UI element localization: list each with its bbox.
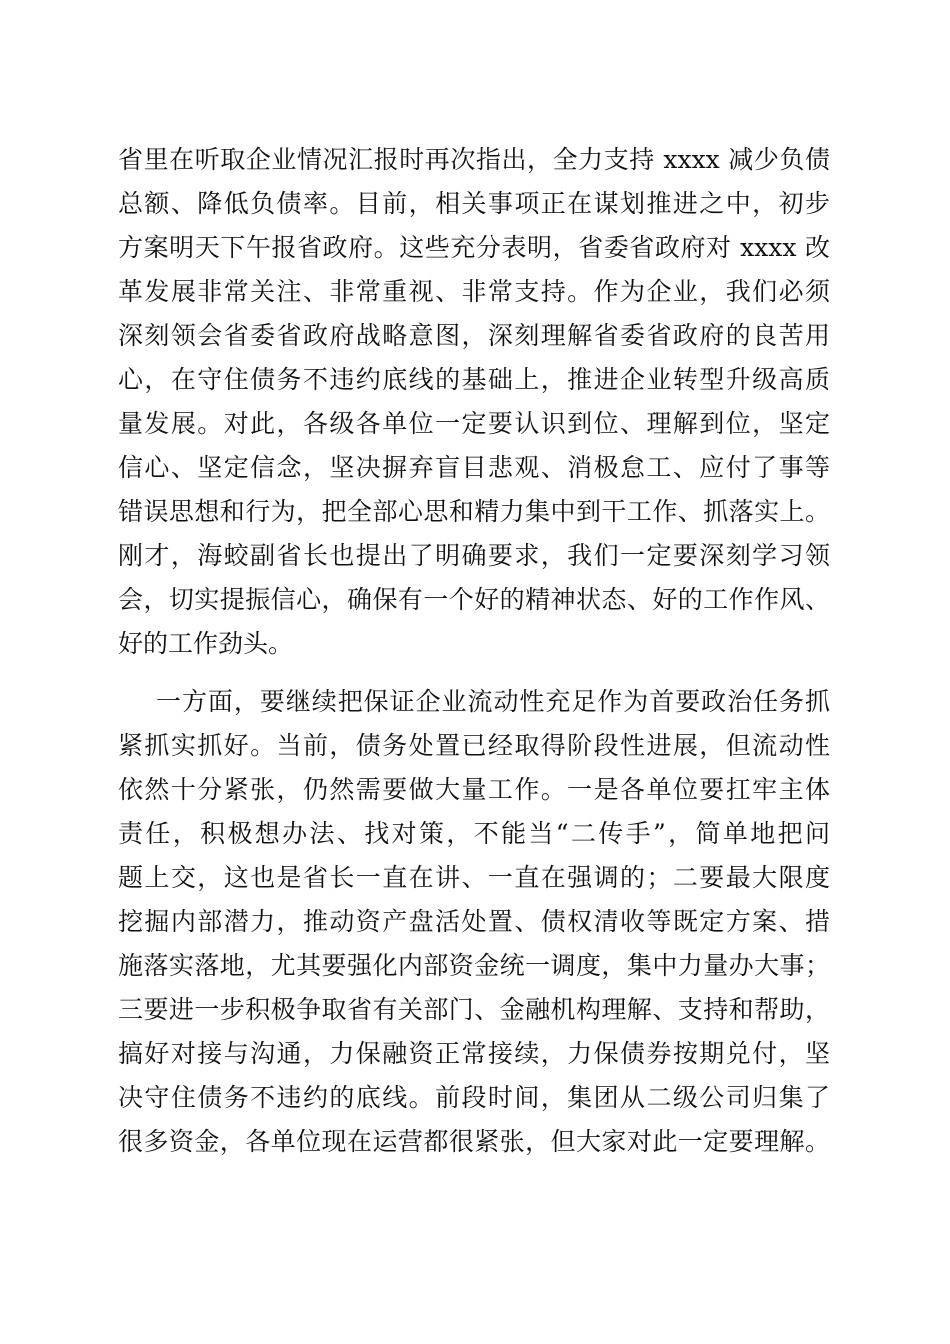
text-line: 好的工作劲头。 bbox=[118, 629, 294, 658]
text-line: 题上交，这也是省长一直在讲、一直在强调的；二要最大限度 bbox=[118, 863, 830, 892]
text-line: 方案明天下午报省政府。这些充分表明，省委省政府对 xxxx 改 bbox=[118, 233, 830, 262]
text-line: 很多资金，各单位现在运营都很紧张，但大家对此一定要理解。 bbox=[118, 1127, 830, 1156]
text-line: 搞好对接与沟通，力保融资正常接续，力保债券按期兑付，坚 bbox=[118, 1039, 830, 1068]
text-line: 总额、降低负债率。目前，相关事项正在谋划推进之中，初步 bbox=[118, 189, 830, 218]
text-line: 紧抓实抓好。当前，债务处置已经取得阶段性进展，但流动性 bbox=[118, 731, 830, 760]
text-line: 会，切实提振信心，确保有一个好的精神状态、好的工作作风、 bbox=[118, 585, 830, 614]
text-line: 一方面，要继续把保证企业流动性充足作为首要政治任务抓 bbox=[156, 687, 830, 716]
text-line: 决守住债务不违约的底线。前段时间，集团从二级公司归集了 bbox=[118, 1083, 830, 1112]
text-line: 依然十分紧张，仍然需要做大量工作。一是各单位要扛牢主体 bbox=[118, 775, 830, 804]
text-line: 革发展非常关注、非常重视、非常支持。作为企业，我们必须 bbox=[118, 277, 830, 306]
text-line: 挖掘内部潜力，推动资产盘活处置、债权清收等既定方案、措 bbox=[118, 907, 830, 936]
text-line: 刚才，海蛟副省长也提出了明确要求，我们一定要深刻学习领 bbox=[118, 541, 830, 570]
text-line: 三要进一步积极争取省有关部门、金融机构理解、支持和帮助， bbox=[118, 995, 830, 1024]
text-line: 施落实落地，尤其要强化内部资金统一调度，集中力量办大事； bbox=[118, 951, 830, 980]
text-line: 信心、坚定信念，坚决摒弃盲目悲观、消极怠工、应付了事等 bbox=[118, 453, 830, 482]
text-line: 责任，积极想办法、找对策，不能当“二传手”，简单地把问 bbox=[118, 819, 830, 848]
text-line: 省里在听取企业情况汇报时再次指出，全力支持 xxxx 减少负债 bbox=[118, 145, 830, 174]
text-line: 深刻领会省委省政府战略意图，深刻理解省委省政府的良苦用 bbox=[118, 321, 830, 350]
text-line: 错误思想和行为，把全部心思和精力集中到干工作、抓落实上。 bbox=[118, 497, 830, 526]
text-line: 量发展。对此，各级各单位一定要认识到位、理解到位，坚定 bbox=[118, 409, 830, 438]
text-line: 心，在守住债务不违约底线的基础上，推进企业转型升级高质 bbox=[118, 365, 830, 394]
